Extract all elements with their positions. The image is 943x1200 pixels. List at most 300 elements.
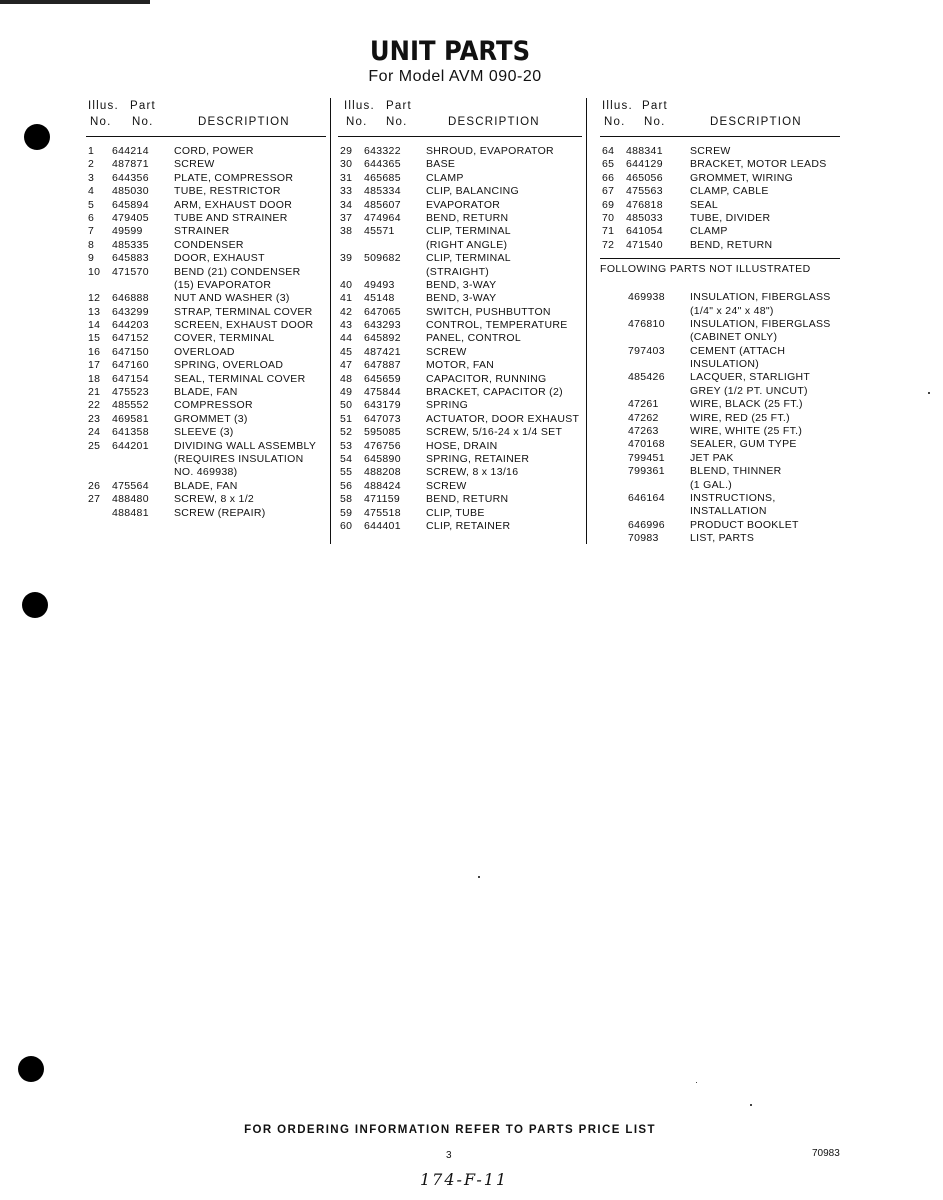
part-number: 646888 xyxy=(112,292,149,305)
part-description: CLIP, RETAINER xyxy=(426,519,511,532)
table-row xyxy=(338,399,582,412)
part-description: (15) EVAPORATOR xyxy=(174,278,272,291)
part-number: 475523 xyxy=(112,386,149,399)
header-no: No. xyxy=(604,116,626,128)
part-description: TUBE AND STRAINER xyxy=(174,211,288,224)
part-number: 644129 xyxy=(626,158,663,171)
table-row xyxy=(86,158,326,171)
part-number: 476810 xyxy=(628,317,665,330)
table-row xyxy=(86,413,326,426)
table-row xyxy=(338,346,582,359)
header-no: No. xyxy=(90,116,112,128)
table-row xyxy=(86,440,326,453)
table-row xyxy=(86,332,326,345)
part-number: 647065 xyxy=(364,305,401,318)
table-row xyxy=(338,199,582,212)
not-illustrated-heading: FOLLOWING PARTS NOT ILLUSTRATED xyxy=(600,263,811,276)
table-row xyxy=(338,319,582,332)
illus-number: 8 xyxy=(88,238,95,251)
illus-number: 69 xyxy=(602,198,615,211)
part-description: INSTALLATION xyxy=(690,505,767,518)
part-description: INSULATION, FIBERGLASS xyxy=(690,317,831,330)
part-description: GROMMET (3) xyxy=(174,412,248,425)
header-no: No. xyxy=(132,116,154,128)
illus-number: 44 xyxy=(340,332,353,345)
part-description: BRACKET, CAPACITOR (2) xyxy=(426,386,563,399)
part-description: SCREW xyxy=(426,479,467,492)
header-illus: Illus. xyxy=(602,100,633,112)
part-number: 488424 xyxy=(364,479,401,492)
table-row xyxy=(338,212,582,225)
part-number: 644203 xyxy=(112,319,149,332)
part-number: 595085 xyxy=(364,426,401,439)
table-row xyxy=(600,225,840,238)
part-number: 476818 xyxy=(626,198,663,211)
part-description: (RIGHT ANGLE) xyxy=(426,238,508,251)
illus-number: 14 xyxy=(88,319,101,332)
part-description: SCREW (REPAIR) xyxy=(174,506,266,519)
part-number: 485033 xyxy=(626,211,663,224)
part-number: 474964 xyxy=(364,211,401,224)
part-description: SEAL xyxy=(690,198,719,211)
part-description: SLEEVE (3) xyxy=(174,426,234,439)
table-row xyxy=(338,440,582,453)
illus-number: 45 xyxy=(340,345,353,358)
part-number: 644365 xyxy=(364,158,401,171)
part-number: 485030 xyxy=(112,185,149,198)
table-row xyxy=(600,305,840,318)
part-description: LACQUER, STARLIGHT xyxy=(690,371,811,384)
part-description: CLAMP xyxy=(426,171,464,184)
illus-number: 9 xyxy=(88,252,95,265)
part-number: 645892 xyxy=(364,332,401,345)
table-row xyxy=(86,346,326,359)
part-number: 487421 xyxy=(364,345,401,358)
part-description: MOTOR, FAN xyxy=(426,359,495,372)
table-row xyxy=(86,225,326,238)
column-divider xyxy=(330,98,331,544)
illus-number: 47 xyxy=(340,359,353,372)
part-description: SCREW, 5/16-24 x 1/4 SET xyxy=(426,426,563,439)
table-row xyxy=(338,507,582,520)
part-description: BEND (21) CONDENSER xyxy=(174,265,301,278)
part-number: 485426 xyxy=(628,371,665,384)
illus-number: 1 xyxy=(88,145,95,157)
illus-number: 4 xyxy=(88,185,95,198)
scan-speck xyxy=(696,1082,697,1083)
table-row xyxy=(86,399,326,412)
part-description: LIST, PARTS xyxy=(690,532,755,545)
part-number: 644201 xyxy=(112,439,149,452)
part-description: WIRE, RED (25 FT.) xyxy=(690,411,790,424)
header-illus: Illus. xyxy=(88,100,119,112)
column-header xyxy=(338,96,582,136)
illus-number: 48 xyxy=(340,372,353,385)
illus-number: 27 xyxy=(88,493,101,506)
table-row xyxy=(338,453,582,466)
table-row xyxy=(86,306,326,319)
part-description: PRODUCT BOOKLET xyxy=(690,518,799,531)
part-description: HOSE, DRAIN xyxy=(426,439,498,452)
table-row xyxy=(338,225,582,238)
header-rule xyxy=(600,136,840,137)
table-row xyxy=(600,358,840,371)
parts-column-1 xyxy=(86,96,326,520)
table-row xyxy=(86,426,326,439)
table-row xyxy=(338,426,582,439)
table-row xyxy=(86,292,326,305)
table-row xyxy=(86,359,326,372)
part-number: 469581 xyxy=(112,412,149,425)
illus-number: 59 xyxy=(340,506,353,519)
page-title: UNIT PARTS xyxy=(369,36,531,67)
table-row xyxy=(338,292,582,305)
table-row xyxy=(86,373,326,386)
header-part: Part xyxy=(386,100,412,112)
table-row xyxy=(600,371,840,384)
part-description: TUBE, RESTRICTOR xyxy=(174,185,281,198)
table-row xyxy=(338,386,582,399)
illus-number: 16 xyxy=(88,345,101,358)
part-description: SEAL, TERMINAL COVER xyxy=(174,372,306,385)
part-description: COMPRESSOR xyxy=(174,399,253,412)
part-number: 476756 xyxy=(364,439,401,452)
part-number: 646164 xyxy=(628,491,665,504)
table-row xyxy=(86,185,326,198)
illus-number: 7 xyxy=(88,225,95,238)
part-description: DOOR, EXHAUST xyxy=(174,252,265,265)
part-description: BEND, 3-WAY xyxy=(426,292,497,305)
part-number: 475518 xyxy=(364,506,401,519)
part-description: SHROUD, EVAPORATOR xyxy=(426,145,554,157)
table-row xyxy=(600,465,840,478)
part-description: SCREW xyxy=(174,158,215,171)
part-number: 475563 xyxy=(626,185,663,198)
part-number: 485552 xyxy=(112,399,149,412)
illus-number: 66 xyxy=(602,171,615,184)
part-description: CLIP, BALANCING xyxy=(426,185,520,198)
part-number: 645894 xyxy=(112,198,149,211)
scan-speck xyxy=(750,1104,752,1106)
part-description: CLIP, TERMINAL xyxy=(426,252,511,265)
part-number: 465056 xyxy=(626,171,663,184)
document-number: 70983 xyxy=(812,1148,840,1159)
table-row xyxy=(600,172,840,185)
table-row xyxy=(86,480,326,493)
part-number: 479405 xyxy=(112,211,149,224)
part-description: SCREW, 8 x 13/16 xyxy=(426,466,519,479)
illus-number: 65 xyxy=(602,158,615,171)
part-number: 485334 xyxy=(364,185,401,198)
illus-number: 38 xyxy=(340,225,353,238)
binder-hole xyxy=(18,1056,44,1082)
table-row xyxy=(338,306,582,319)
table-row xyxy=(86,212,326,225)
part-number: 471540 xyxy=(626,238,663,251)
part-description: CONTROL, TEMPERATURE xyxy=(426,319,568,332)
part-description: BRACKET, MOTOR LEADS xyxy=(690,158,827,171)
table-row xyxy=(600,398,840,411)
part-number: 644401 xyxy=(364,519,401,532)
part-number: 647154 xyxy=(112,372,149,385)
illus-number: 23 xyxy=(88,412,101,425)
part-number: 469938 xyxy=(628,291,665,304)
part-description: SCREW xyxy=(690,145,731,157)
part-number: 47263 xyxy=(628,425,659,438)
table-row xyxy=(86,453,326,466)
illus-number: 51 xyxy=(340,412,353,425)
part-number: 641054 xyxy=(626,225,663,238)
part-description: NO. 469938) xyxy=(174,466,238,479)
header-no: No. xyxy=(644,116,666,128)
part-description: BLEND, THINNER xyxy=(690,465,782,478)
header-part: Part xyxy=(130,100,156,112)
part-number: 646996 xyxy=(628,518,665,531)
page-subtitle: For Model AVM 090-20 xyxy=(368,68,542,85)
parts-column-2 xyxy=(338,96,582,533)
part-number: 647160 xyxy=(112,359,149,372)
part-number: 645659 xyxy=(364,372,401,385)
table-row xyxy=(600,412,840,425)
part-description: SPRING xyxy=(426,399,469,412)
part-description: (REQUIRES INSULATION xyxy=(174,452,304,465)
illus-number: 60 xyxy=(340,519,353,532)
table-row xyxy=(600,479,840,492)
part-number: 644356 xyxy=(112,171,149,184)
illus-number: 43 xyxy=(340,319,353,332)
illus-number: 24 xyxy=(88,426,101,439)
part-description: GREY (1/2 PT. UNCUT) xyxy=(690,384,808,397)
part-description: BEND, RETURN xyxy=(426,493,509,506)
part-description: EVAPORATOR xyxy=(426,198,501,211)
part-number: 645890 xyxy=(364,452,401,465)
part-description: (1 GAL.) xyxy=(690,478,733,491)
table-row xyxy=(600,505,840,518)
table-row xyxy=(600,239,840,252)
part-number: 47262 xyxy=(628,411,659,424)
illus-number: 29 xyxy=(340,145,353,157)
part-description: WIRE, BLACK (25 FT.) xyxy=(690,398,803,411)
table-row xyxy=(600,438,840,451)
part-number: 45571 xyxy=(364,225,395,238)
part-description: BASE xyxy=(426,158,456,171)
part-description: WIRE, WHITE (25 FT.) xyxy=(690,425,803,438)
part-number: 475564 xyxy=(112,479,149,492)
column-divider xyxy=(586,98,587,544)
illus-number: 50 xyxy=(340,399,353,412)
part-number: 647152 xyxy=(112,332,149,345)
part-number: 645883 xyxy=(112,252,149,265)
scan-speck xyxy=(928,392,930,394)
part-number: 45148 xyxy=(364,292,395,305)
table-row xyxy=(600,519,840,532)
part-description: CLAMP xyxy=(690,225,728,238)
table-row xyxy=(338,480,582,493)
table-row xyxy=(86,279,326,292)
header-rule xyxy=(86,136,326,137)
part-description: SCREW xyxy=(426,345,467,358)
binder-hole xyxy=(24,124,50,150)
table-row xyxy=(86,493,326,506)
part-number: 647887 xyxy=(364,359,401,372)
part-number: 70983 xyxy=(628,532,659,545)
part-description: INSULATION) xyxy=(690,358,760,371)
illus-number: 10 xyxy=(88,265,101,278)
table-row xyxy=(600,452,840,465)
part-description: CORD, POWER xyxy=(174,145,254,157)
header-illus: Illus. xyxy=(344,100,375,112)
table-row xyxy=(86,386,326,399)
header-description: DESCRIPTION xyxy=(198,116,290,128)
table-row xyxy=(338,373,582,386)
part-description: (STRAIGHT) xyxy=(426,265,490,278)
illus-number: 30 xyxy=(340,158,353,171)
part-number: 509682 xyxy=(364,252,401,265)
part-number: 465685 xyxy=(364,171,401,184)
table-row xyxy=(338,493,582,506)
illus-number: 22 xyxy=(88,399,101,412)
part-description: BEND, RETURN xyxy=(690,238,773,251)
part-description: PANEL, CONTROL xyxy=(426,332,522,345)
part-number: 47261 xyxy=(628,398,659,411)
part-number: 647150 xyxy=(112,345,149,358)
illus-number: 33 xyxy=(340,185,353,198)
illus-number: 25 xyxy=(88,439,101,452)
part-number: 471570 xyxy=(112,265,149,278)
illus-number: 3 xyxy=(88,171,95,184)
illus-number: 72 xyxy=(602,238,615,251)
part-number: 488481 xyxy=(112,506,149,519)
illus-number: 18 xyxy=(88,372,101,385)
part-number: 470168 xyxy=(628,438,665,451)
part-number: 487871 xyxy=(112,158,149,171)
part-description: CONDENSER xyxy=(174,238,244,251)
part-number: 641358 xyxy=(112,426,149,439)
illus-number: 39 xyxy=(340,252,353,265)
illus-number: 54 xyxy=(340,452,353,465)
parts-column-3 xyxy=(600,96,840,546)
part-description: CEMENT (ATTACH xyxy=(690,344,786,357)
part-description: TUBE, DIVIDER xyxy=(690,211,771,224)
table-row xyxy=(86,239,326,252)
illus-number: 37 xyxy=(340,211,353,224)
part-description: GROMMET, WIRING xyxy=(690,171,794,184)
part-number: 485335 xyxy=(112,238,149,251)
table-row xyxy=(338,466,582,479)
illus-number: 17 xyxy=(88,359,101,372)
illus-number: 2 xyxy=(88,158,95,171)
illus-number: 70 xyxy=(602,211,615,224)
part-number: 49493 xyxy=(364,278,395,291)
part-description: CLIP, TUBE xyxy=(426,506,485,519)
binder-hole xyxy=(22,592,48,618)
table-row xyxy=(600,425,840,438)
part-number: 797403 xyxy=(628,344,665,357)
part-description: SPRING, RETAINER xyxy=(426,452,530,465)
header-part: Part xyxy=(642,100,668,112)
part-number: 643322 xyxy=(364,145,401,157)
header-no: No. xyxy=(346,116,368,128)
part-description: SWITCH, PUSHBUTTON xyxy=(426,305,551,318)
column-header xyxy=(86,96,326,136)
part-number: 488480 xyxy=(112,493,149,506)
illus-number: 31 xyxy=(340,171,353,184)
table-row xyxy=(600,199,840,212)
part-number: 644214 xyxy=(112,145,149,157)
part-number: 643299 xyxy=(112,305,149,318)
illus-number: 53 xyxy=(340,439,353,452)
table-row xyxy=(600,185,840,198)
header-description: DESCRIPTION xyxy=(448,116,540,128)
page-number: 3 xyxy=(446,1150,452,1161)
part-number: 799451 xyxy=(628,451,665,464)
table-row xyxy=(338,172,582,185)
column-header xyxy=(600,96,840,136)
table-row xyxy=(600,145,840,158)
table-row xyxy=(86,199,326,212)
part-description: NUT AND WASHER (3) xyxy=(174,292,290,305)
table-row xyxy=(338,413,582,426)
part-number: 488208 xyxy=(364,466,401,479)
illus-number: 56 xyxy=(340,479,353,492)
scan-speck xyxy=(478,876,480,878)
part-description: SEALER, GUM TYPE xyxy=(690,438,797,451)
part-number: 49599 xyxy=(112,225,143,238)
illus-number: 55 xyxy=(340,466,353,479)
part-description: BEND, RETURN xyxy=(426,211,509,224)
header-no: No. xyxy=(386,116,408,128)
part-description: STRAINER xyxy=(174,225,230,238)
part-description: ARM, EXHAUST DOOR xyxy=(174,198,293,211)
illus-number: 5 xyxy=(88,198,95,211)
table-row xyxy=(600,532,840,545)
part-description: CLAMP, CABLE xyxy=(690,185,769,198)
illus-number: 64 xyxy=(602,145,615,157)
illus-number: 67 xyxy=(602,185,615,198)
table-row xyxy=(338,359,582,372)
header-description: DESCRIPTION xyxy=(710,116,802,128)
illus-number: 41 xyxy=(340,292,353,305)
table-row xyxy=(600,212,840,225)
part-description: (1/4" x 24" x 48") xyxy=(690,304,774,317)
table-row xyxy=(338,266,582,279)
table-row xyxy=(338,158,582,171)
illus-number: 12 xyxy=(88,292,101,305)
part-description: JET PAK xyxy=(690,451,734,464)
part-description: SCREW, 8 x 1/2 xyxy=(174,493,255,506)
ordering-footer: FOR ORDERING INFORMATION REFER TO PARTS PRICE LIST xyxy=(244,1124,656,1136)
part-number: 643293 xyxy=(364,319,401,332)
part-description: STRAP, TERMINAL COVER xyxy=(174,305,313,318)
illus-number: 26 xyxy=(88,479,101,492)
part-description: INSULATION, FIBERGLASS xyxy=(690,291,831,304)
table-row xyxy=(338,252,582,265)
table-row xyxy=(338,520,582,533)
part-description: CAPACITOR, RUNNING xyxy=(426,372,547,385)
part-description: INSTRUCTIONS, xyxy=(690,491,776,504)
top-edge-line xyxy=(0,0,150,4)
table-row xyxy=(86,507,326,520)
illus-number: 71 xyxy=(602,225,615,238)
table-row xyxy=(600,331,840,344)
part-description: BLADE, FAN xyxy=(174,479,238,492)
illus-number: 15 xyxy=(88,332,101,345)
table-row xyxy=(338,279,582,292)
part-description: BLADE, FAN xyxy=(174,386,238,399)
table-row xyxy=(86,266,326,279)
part-description: (CABINET ONLY) xyxy=(690,331,778,344)
header-rule xyxy=(338,136,582,137)
